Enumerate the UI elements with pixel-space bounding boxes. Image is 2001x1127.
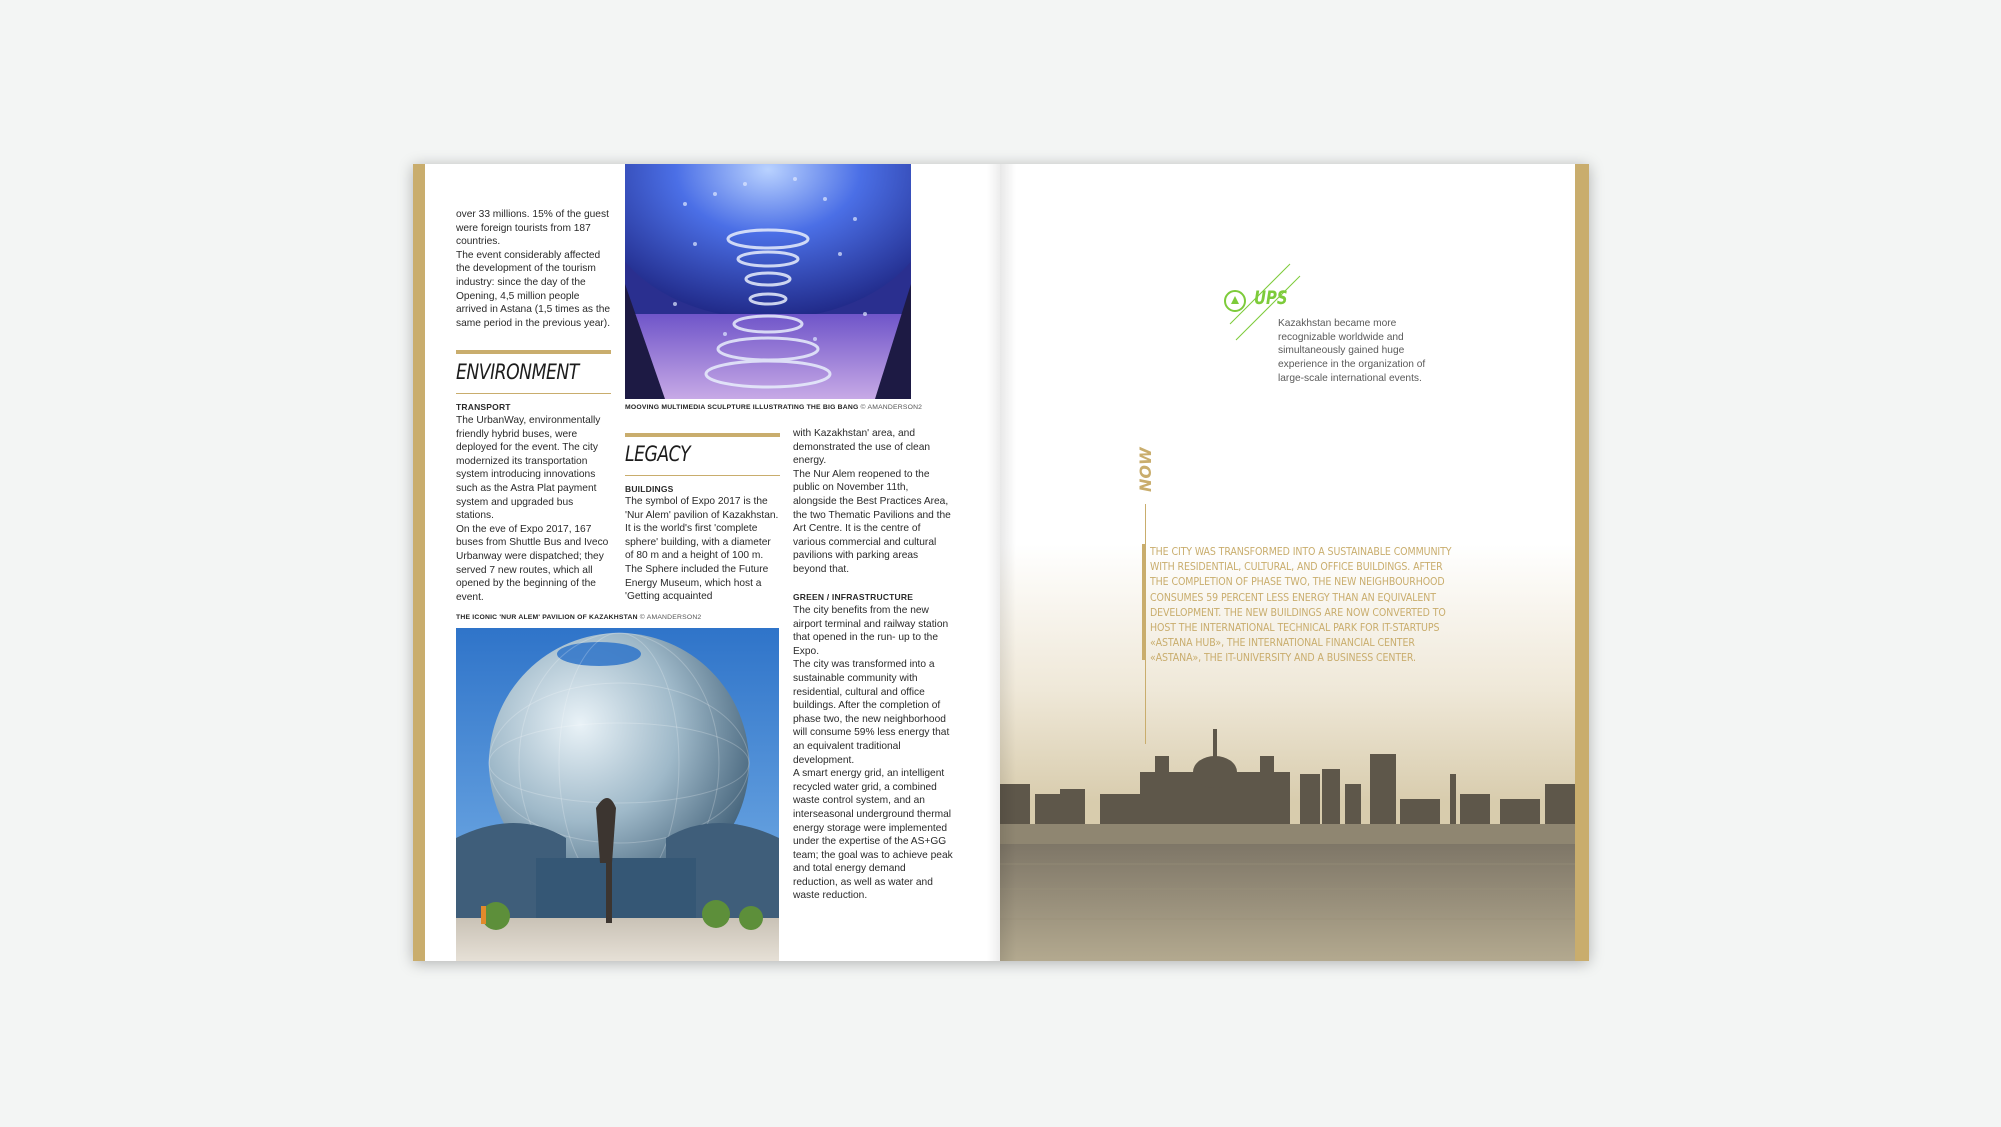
transport-subheading: TRANSPORT <box>456 402 511 412</box>
big-bang-sculpture-photo <box>625 164 911 399</box>
gutter-shadow-left <box>987 164 1000 961</box>
ups-paragraph: Kazakhstan became more recognizable worldwide and simultaneously gained huge experience in the organization of large-scale international events. <box>1278 318 1426 384</box>
triangle-up-circle-icon <box>1224 290 1246 312</box>
transport-paragraph: The UrbanWay, environmentally friendly hybrid buses, were deployed for the event. The city modernized its transportation system introducing innovations such as the Astra Plat payment system and upgraded bus stations. On the eve of Expo 2017, 167 buses from Shuttle Bus and Iveco Urbanway were dispatched; they served 7 new routes, which all opened by the beginning of the event. <box>456 415 609 603</box>
right-gold-edge <box>1575 164 1589 961</box>
legacy-continued-paragraph: with Kazakhstan' area, and demonstrated the use of clean energy. The Nur Alem reopened to the public on November 11th, alongside the Best Practices Area, the two Thematic Pavilions and the Art Centre. It is the centre of various commercial and cultural pavilions with parking areas beyond that. <box>793 428 951 575</box>
green-infrastructure-subheading: GREEN / INFRASTRUCTURE <box>793 592 914 602</box>
now-label: NOW <box>1136 447 1155 492</box>
environment-heading: ENVIRONMENT <box>456 360 579 384</box>
buildings-subheading: BUILDINGS <box>625 484 674 494</box>
gutter-shadow-right <box>1000 164 1016 961</box>
environment-underline <box>456 393 611 394</box>
sculpture-caption <box>625 404 922 411</box>
environment-rule <box>456 350 611 354</box>
sculpture-caption-text: MOOVING MULTIMEDIA SCULPTURE ILLUSTRATING THE BIG BANG <box>625 404 859 411</box>
nur-alem-photo <box>456 628 779 961</box>
legacy-heading: LEGACY <box>625 442 691 466</box>
right-page <box>1000 164 1589 961</box>
sphere-credit: © AMANDERSON2 <box>639 614 702 621</box>
left-page <box>413 164 1000 961</box>
legacy-rule <box>625 433 780 437</box>
intro-paragraph: over 33 millions. 15% of the guest were foreign tourists from 187 countries. The event considerably affected the development of the tourism industry: since the day of the Opening, 4,5 million people arrived in Astana (1,5 times as the same period in the previous year). <box>456 209 611 329</box>
now-paragraph: THE CITY WAS TRANSFORMED INTO A SUSTAINABLE COMMUNITY WITH RESIDENTIAL, CULTURAL, AND OFFICE BUILDINGS. AFTER THE COMPLETION OF PHASE TWO, THE NEW NEIGHBOURHOOD CONSUMES 59 PERCENT LESS ENERGY THAN AN EQUIVALENT DEVELOPMENT. THE NEW BUILDINGS ARE NOW CONVERTED TO HOST THE INTERNATIONAL TECHNICAL PARK FOR IT-STARTUPS «ASTANA HUB», THE INTERNATIONAL FINANCIAL CENTER «ASTANA», THE IT-UNIVERSITY AND A BUSINESS CENTER. <box>1150 546 1452 665</box>
legacy-underline <box>625 475 780 476</box>
sphere-caption-text: THE ICONIC 'NUR ALEM' PAVILION OF KAZAKHSTAN <box>456 614 638 621</box>
left-gold-edge <box>413 164 425 961</box>
now-bar <box>1142 544 1145 660</box>
brochure-spread <box>413 164 1589 961</box>
sphere-caption <box>456 614 701 621</box>
buildings-paragraph: The symbol of Expo 2017 is the 'Nur Alem' pavilion of Kazakhstan. It is the world's first 'complete sphere' building, with a diameter of 80 m and a height of 100 m. The Sphere included the Future Energy Museum, which host a 'Getting acquainted <box>625 496 779 603</box>
green-infrastructure-paragraph: The city benefits from the new airport terminal and railway station that opened in the run- up to the Expo. The city was transformed into a sustainable community with residential, cultural and office buildings. After the completion of phase two, the new neighborhood will consume 59% less energy that an equivalent traditional development. A smart energy grid, an intelligent recycled water grid, a combined waste control system, and an interseasonal underground thermal energy storage were implemented under the expertise of the AS+GG team; the goal was to achieve peak and total energy demand reduction, as well as water and waste reduction. <box>793 605 953 902</box>
ups-label: UPS <box>1254 287 1288 309</box>
now-line <box>1145 504 1146 744</box>
sculpture-credit: © AMANDERSON2 <box>860 404 923 411</box>
